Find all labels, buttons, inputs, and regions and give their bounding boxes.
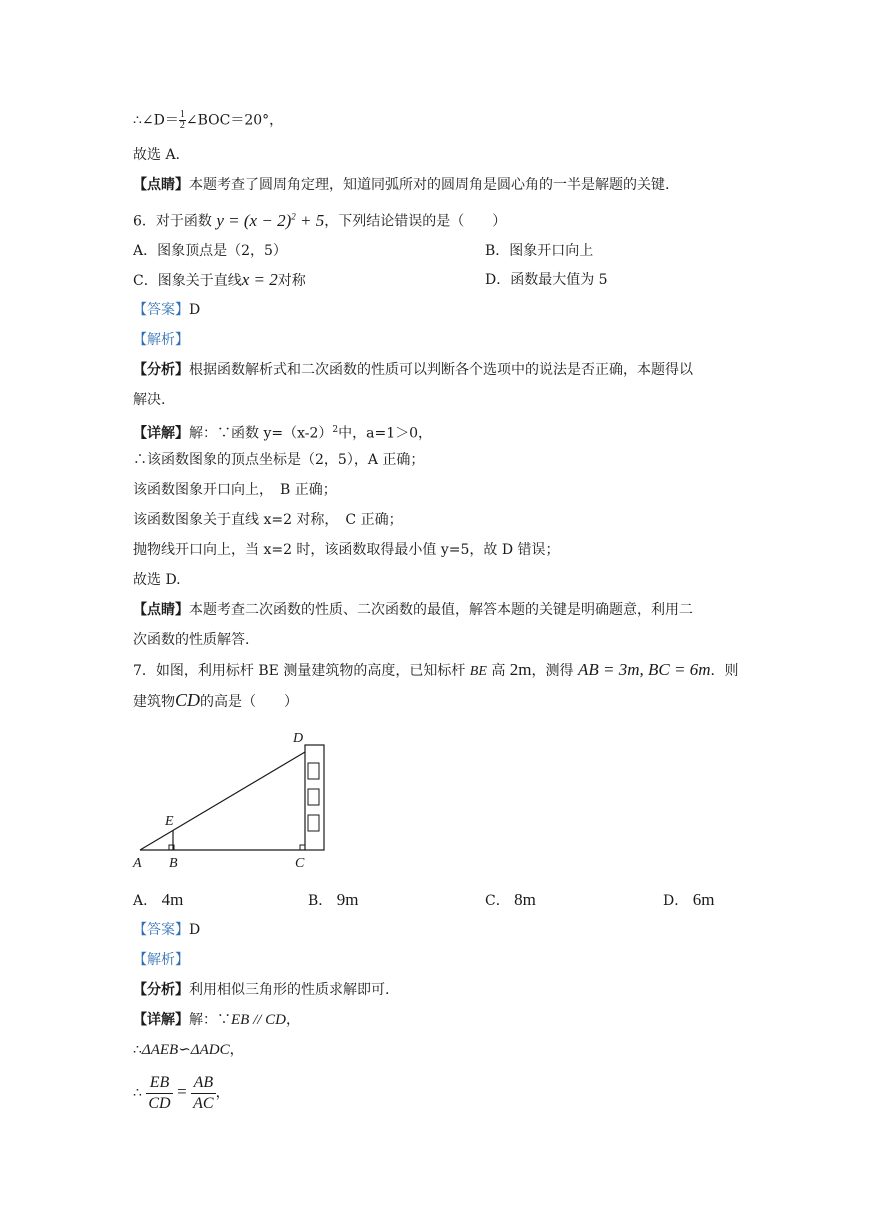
q6-xiangjie-5: 抛物线开口向上，当 x=2 时，该函数取得最小值 y=5，故 D 错误； <box>133 542 560 558</box>
building-window <box>308 763 319 779</box>
choose-line: 故选 A. <box>133 147 181 163</box>
fraction-ab-ac: $\frac{AB}{AC}$ <box>193 1073 214 1112</box>
q6-xiangjie-2: ∴该函数图象的顶点坐标是（2，5），A 正确； <box>133 452 425 468</box>
q7-option-d: D． 6m <box>663 890 715 909</box>
q7-option-b: B． 9m <box>308 890 359 909</box>
q6-xiangjie-1: 【详解】解：∵函数 $y=(x-2)^2$中，a=1＞0， <box>133 425 433 442</box>
q6-xiangjie-6: 故选 D. <box>133 572 181 588</box>
q6-option-d: D．函数最大值为 5 <box>485 272 608 288</box>
q6-option-b: B．图象开口向上 <box>485 243 594 259</box>
q6-option-c: C．图象关于直线x = 2对称 <box>133 270 306 289</box>
right-angle-c <box>300 845 305 850</box>
q7-option-c: C． 8m <box>485 890 536 909</box>
q7-xiangjie-3: ∴ $\frac{EB}{CD}$ = $\frac{AB}{AC}$ ， <box>133 1073 230 1112</box>
q6-formula: $y = (x - 2)^2 + 5$ <box>216 210 325 230</box>
fraction-eb-cd: $\frac{EB}{CD}$ <box>148 1073 171 1112</box>
q7-option-a: A． 4m <box>133 890 184 909</box>
q6-xiangjie-4: 该函数图象关于直线 x=2 对称， C 正确； <box>133 512 403 528</box>
q7-fenxi: 【分析】利用相似三角形的性质求解即可. <box>133 982 390 998</box>
q7-xiangjie-1: 【详解】解：∵EB // CD， <box>133 1012 300 1028</box>
q6-option-a: A．图象顶点是（2，5） <box>133 243 287 259</box>
q6-fenxi-1: 【分析】根据函数解析式和二次函数的性质可以判断各个选项中的说法是否正确，本题得以 <box>133 362 693 378</box>
label-a: A <box>133 856 142 871</box>
comment-line: 【点睛】本题考查了圆周角定理，知道同弧所对的圆周角是圆心角的一半是解题的关键. <box>133 177 670 193</box>
label-e: E <box>165 814 174 829</box>
q7-answer: 【答案】D <box>133 922 201 938</box>
q7-stem-2: 建筑物CD的高是（ ） <box>133 690 299 710</box>
q7-stem-1: 7．如图，利用标杆 BE 测量建筑物的高度，已知标杆 BE 高 2m，测得 AB = 3m, BC = 6m．则 <box>133 660 739 679</box>
q7-analysis-tag: 【解析】 <box>133 952 189 968</box>
label-d: D <box>293 731 304 746</box>
building-window <box>308 815 319 831</box>
q6-comment-2: 次函数的性质解答. <box>133 632 250 648</box>
q6-analysis-tag: 【解析】 <box>133 332 189 348</box>
fraction-half: $\frac{1}{2}$ <box>179 109 185 131</box>
derivation-line <box>133 110 283 131</box>
building-window <box>308 789 319 805</box>
q6-fenxi-2: 解决. <box>133 392 166 408</box>
q6-xiangjie-3: 该函数图象开口向上， B 正确； <box>133 482 337 498</box>
label-c: C <box>295 856 305 871</box>
q7-xiangjie-2: ∴ΔAEB∽ΔADC， <box>133 1042 244 1058</box>
q6-comment-1: 【点睛】本题考查二次函数的性质、二次函数的最值，解答本题的关键是明确题意，利用二 <box>133 602 693 618</box>
q6-stem: 6．对于函数 $y = (x - 2)^2 + 5$，下列结论错误的是（ ） <box>133 210 507 230</box>
q7-figure <box>125 725 340 873</box>
text: ∴∠D＝ <box>133 112 179 129</box>
q6-answer: 【答案】D <box>133 302 201 318</box>
label-b: B <box>169 856 178 871</box>
text: ∠BOC＝20°， <box>185 112 284 129</box>
hypotenuse-ad <box>140 752 305 850</box>
